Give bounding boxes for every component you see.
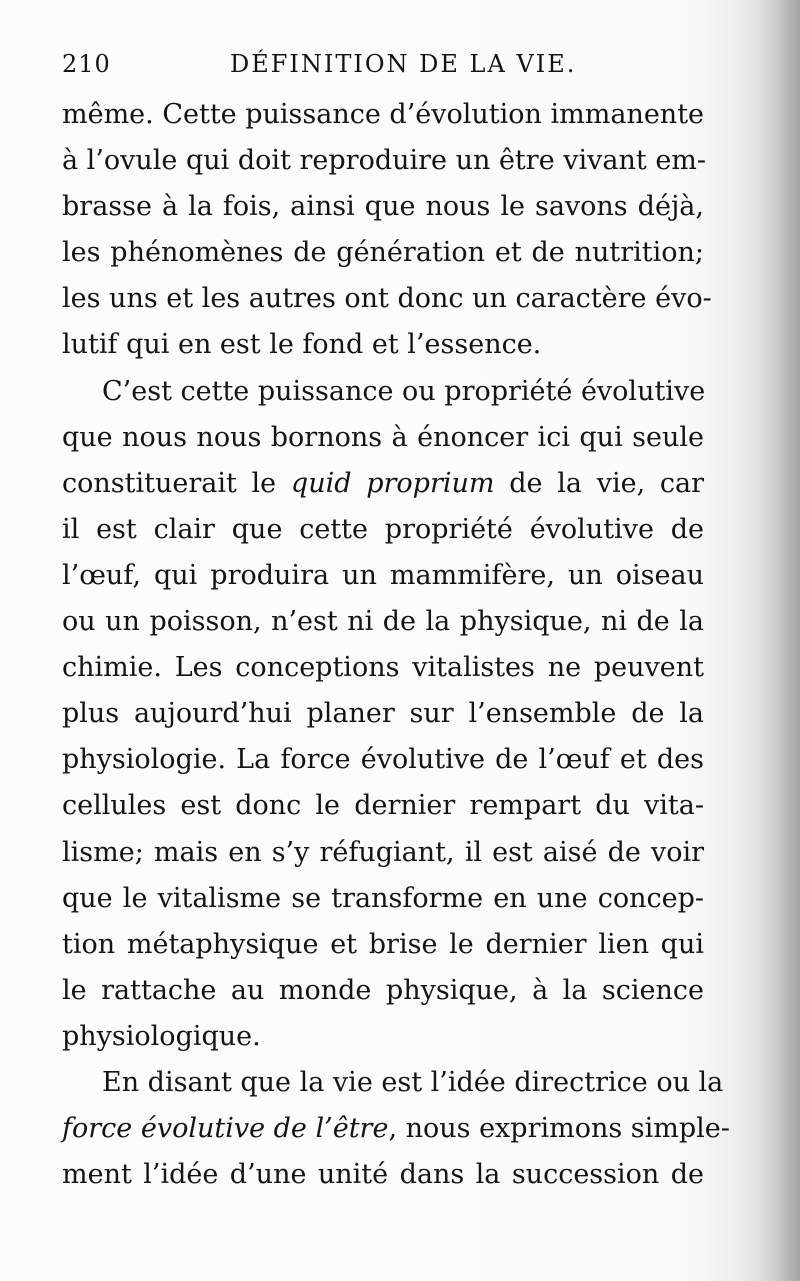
text-line: que nous nous bornons à énoncer ici qui seule — [62, 421, 704, 453]
text-line: cellules est donc le dernier rempart du vita- — [62, 790, 704, 822]
text-line: tion métaphysique et brise le dernier lien qui — [62, 928, 704, 960]
text-line: lisme; mais en s’y réfugiant, il est aisé de voir — [62, 836, 704, 868]
text-line: l’œuf, qui produira un mammifère, un oiseau — [62, 559, 704, 591]
text-line: les phénomènes de génération et de nutrition; — [62, 237, 704, 269]
body-text — [62, 92, 730, 1198]
paragraph-start-line: C’est cette puissance ou propriété évolutive — [102, 375, 706, 407]
text-line: le rattache au monde physique, à la science — [62, 974, 704, 1006]
paragraph-start-line: En disant que la vie est l’idée directrice ou la — [102, 1066, 724, 1098]
text-line: ou un poisson, n’est ni de la physique, ni de la — [62, 606, 704, 638]
running-head: DÉFINITION DE LA VIE. — [230, 50, 577, 78]
text-line: même. Cette puissance d’évolution immanente — [62, 99, 705, 130]
text-segment: , nous exprimons simple- — [388, 1113, 730, 1145]
text-line: ment l’idée d’une unité dans la succession de — [62, 1159, 704, 1191]
text-segment: de la vie, car — [494, 467, 705, 499]
page-number: 210 — [62, 50, 111, 78]
text-line: physiologie. La force évolutive de l’œuf et des — [62, 744, 704, 776]
text-line: que le vitalisme se transforme en une concep- — [62, 882, 704, 914]
text-line: à l’ovule qui doit reproduire un être vivant em- — [62, 145, 707, 177]
paragraph-end-line: lutif qui en est le fond et l’essence. — [62, 329, 542, 361]
italic-phrase-quid-proprium: quid proprium — [290, 467, 495, 499]
page-edge-shadow — [760, 0, 800, 1281]
text-line: il est clair que cette propriété évolutive de — [62, 513, 704, 545]
text-line: plus aujourd’hui planer sur l’ensemble de la — [62, 698, 704, 730]
text-line-with-italic — [62, 1106, 730, 1152]
text-line: chimie. Les conceptions vitalistes ne peuvent — [62, 652, 704, 684]
text-line-with-italic — [62, 461, 704, 507]
text-line: brasse à la fois, ainsi que nous le savons déjà, — [62, 191, 704, 223]
page-header — [62, 50, 704, 90]
text-segment: constituerait le — [62, 467, 291, 499]
paragraph-end-line: physiologique. — [62, 1020, 261, 1052]
italic-phrase-force-evolutive: force évolutive de l’être — [62, 1113, 389, 1145]
text-line: les uns et les autres ont donc un caractère évo- — [62, 283, 712, 315]
